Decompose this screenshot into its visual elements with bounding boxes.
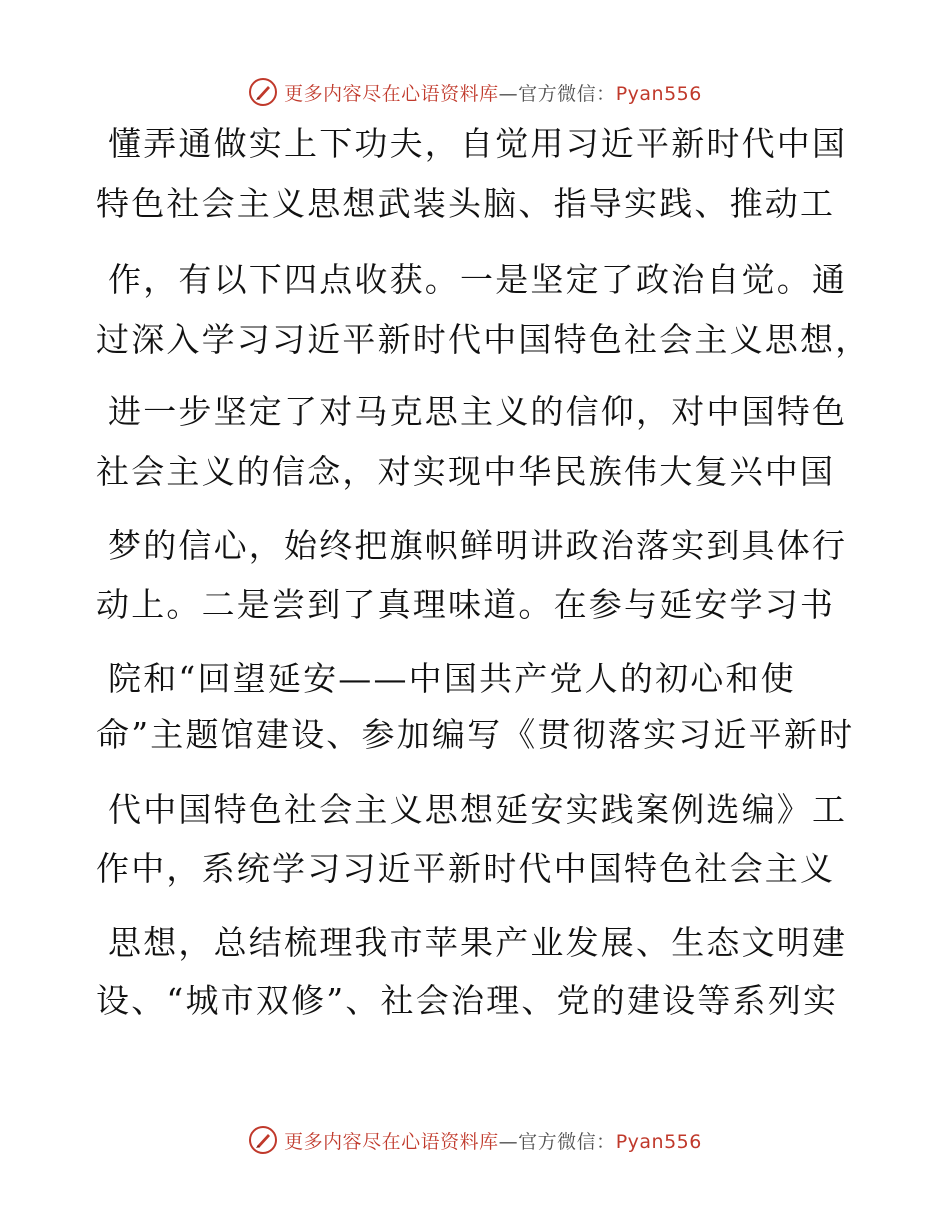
watermark-separator: — — [498, 82, 519, 105]
body-line: 进一步坚定了对马克思主义的信仰，对中国特色 — [108, 392, 848, 431]
body-line: 懂弄通做实上下功夫，自觉用习近平新时代中国 — [108, 124, 848, 163]
body-line: 特色社会主义思想武装头脑、指导实践、推动工 — [96, 184, 836, 223]
body-line: 思想，总结梳理我市苹果产业发展、生态文明建 — [108, 923, 848, 962]
body-line: 过深入学习习近平新时代中国特色社会主义思想， — [96, 320, 871, 359]
body-line: 梦的信心，始终把旗帜鲜明讲政治落实到具体行 — [108, 526, 848, 565]
body-line: 院和“回望延安——中国共产党人的初心和使 — [108, 659, 796, 698]
body-line: 动上。二是尝到了真理味道。在参与延安学习书 — [96, 585, 836, 624]
body-line: 代中国特色社会主义思想延安实践案例选编》工 — [108, 790, 848, 829]
body-line: 设、“城市双修”、社会治理、党的建设等系列实 — [96, 981, 839, 1020]
body-line: 作中，系统学习习近平新时代中国特色社会主义 — [96, 849, 836, 888]
body-line: 作，有以下四点收获。一是坚定了政治自觉。通 — [108, 260, 848, 299]
watermark-account: Pyan556 — [615, 82, 702, 105]
footer-watermark — [0, 1120, 950, 1160]
watermark-label: 官方微信： — [518, 82, 616, 105]
quill-logo-icon — [248, 1125, 278, 1155]
watermark-brand: 更多内容尽在心语资料库 — [284, 82, 499, 105]
body-line: 社会主义的信念，对实现中华民族伟大复兴中国 — [96, 452, 836, 491]
watermark-brand: 更多内容尽在心语资料库 — [284, 1130, 499, 1153]
body-line: 命”主题馆建设、参加编写《贯彻落实习近平新时 — [96, 715, 855, 754]
watermark-separator: — — [498, 1130, 519, 1153]
watermark-account: Pyan556 — [615, 1130, 702, 1153]
watermark-label: 官方微信： — [518, 1130, 616, 1153]
watermark-text — [284, 1127, 702, 1154]
